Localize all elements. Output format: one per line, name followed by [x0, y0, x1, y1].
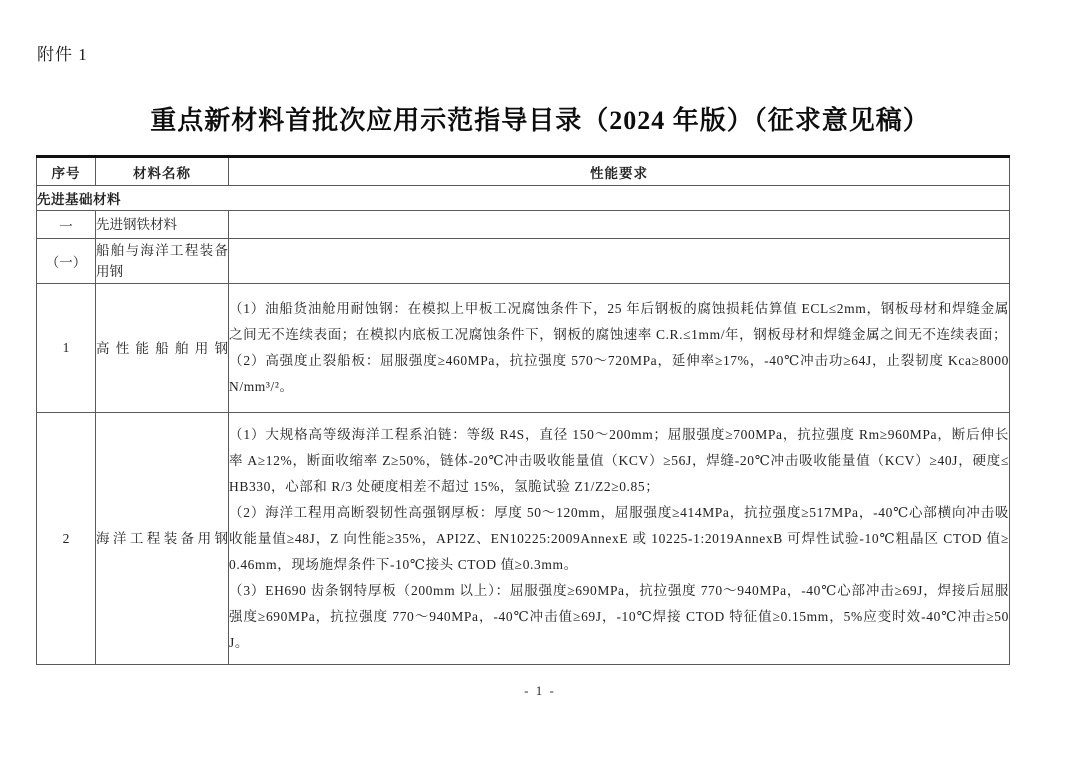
row-index-cell: 一 [37, 211, 96, 239]
material-name-cell: 海洋工程装备用钢 [96, 413, 229, 665]
row-index-cell: （一） [37, 239, 96, 284]
performance-cell [229, 284, 1010, 413]
attachment-label: 附件 1 [37, 45, 88, 64]
material-name-cell: 高性能船舶用钢 [96, 284, 229, 413]
material-name-cell: 先进钢铁材料 [96, 211, 229, 239]
table-row [37, 211, 1010, 239]
performance-paragraph: （2）高强度止裂船板：屈服强度≥460MPa，抗拉强度 570～720MPa，延伸率≥17%，-40℃冲击功≥64J，止裂韧度 Kca≥8000N/mm³/²。 [229, 353, 1009, 394]
performance-paragraph: （3）EH690 齿条钢特厚板（200mm 以上）：屈服强度≥690MPa，抗拉强度 770～940MPa，-40℃心部冲击≥69J，焊接后屈服强度≥690MPa，抗拉强度 770～940MPa，-40℃冲击值≥69J，-10℃焊接 CTOD 特征值≥0.15mm，5%应变时效-40℃冲击≥50J。 [229, 582, 1009, 650]
performance-cell [229, 211, 1010, 239]
table-header-row [37, 157, 1010, 186]
performance-paragraph: （1）油船货油舱用耐蚀钢：在模拟上甲板工况腐蚀条件下，25 年后钢板的腐蚀损耗估算值 ECL≤2mm，钢板母材和焊缝金属之间无不连续表面；在模拟内底板工况腐蚀条件下，钢板的腐蚀速率 C.R.≤1mm/年，钢板母材和焊缝金属之间无不连续表面； [229, 301, 1009, 342]
table-row [37, 284, 1010, 413]
performance-paragraph: （1）大规格高等级海洋工程系泊链：等级 R4S，直径 150～200mm；屈服强度≥700MPa，抗拉强度 Rm≥960MPa，断后伸长率 A≥12%，断面收缩率 Z≥50%，链体-20℃冲击吸收能量值（KCV）≥56J，焊缝-20℃冲击吸收能量值（KCV）≥40J，硬度≤HB330，心部和 R/3 处硬度相差不超过 15%，氢脆试验 Z1/Z2≥0.85； [229, 426, 1009, 494]
material-name-cell: 船舶与海洋工程装备用钢 [96, 239, 229, 284]
performance-cell [229, 239, 1010, 284]
column-header-material: 材料名称 [96, 157, 229, 186]
row-index-cell: 2 [37, 413, 96, 665]
table-row [37, 413, 1010, 665]
row-index-cell: 1 [37, 284, 96, 413]
column-header-performance: 性能要求 [229, 157, 1010, 186]
column-header-index: 序号 [37, 157, 96, 186]
performance-paragraph: （2）海洋工程用高断裂韧性高强钢厚板：厚度 50～120mm，屈服强度≥414MPa，抗拉强度≥517MPa，-40℃心部横向冲击吸收能量值≥48J，Z 向性能≥35%，API2Z、EN10225:2009AnnexE 或 10225-1:2019AnnexB 可焊性试验-10℃粗晶区 CTOD 值≥0.46mm，现场施焊条件下-10℃接头 CTOD 值≥0.3mm。 [229, 504, 1009, 572]
section-row [37, 186, 1010, 211]
table-row [37, 239, 1010, 284]
materials-table [36, 155, 1010, 665]
document-title: 重点新材料首批次应用示范指导目录（2024 年版）（征求意见稿） [150, 106, 930, 135]
performance-cell [229, 413, 1010, 665]
section-title: 先进基础材料 [37, 186, 1010, 211]
page-number: - 1 - [524, 683, 556, 698]
